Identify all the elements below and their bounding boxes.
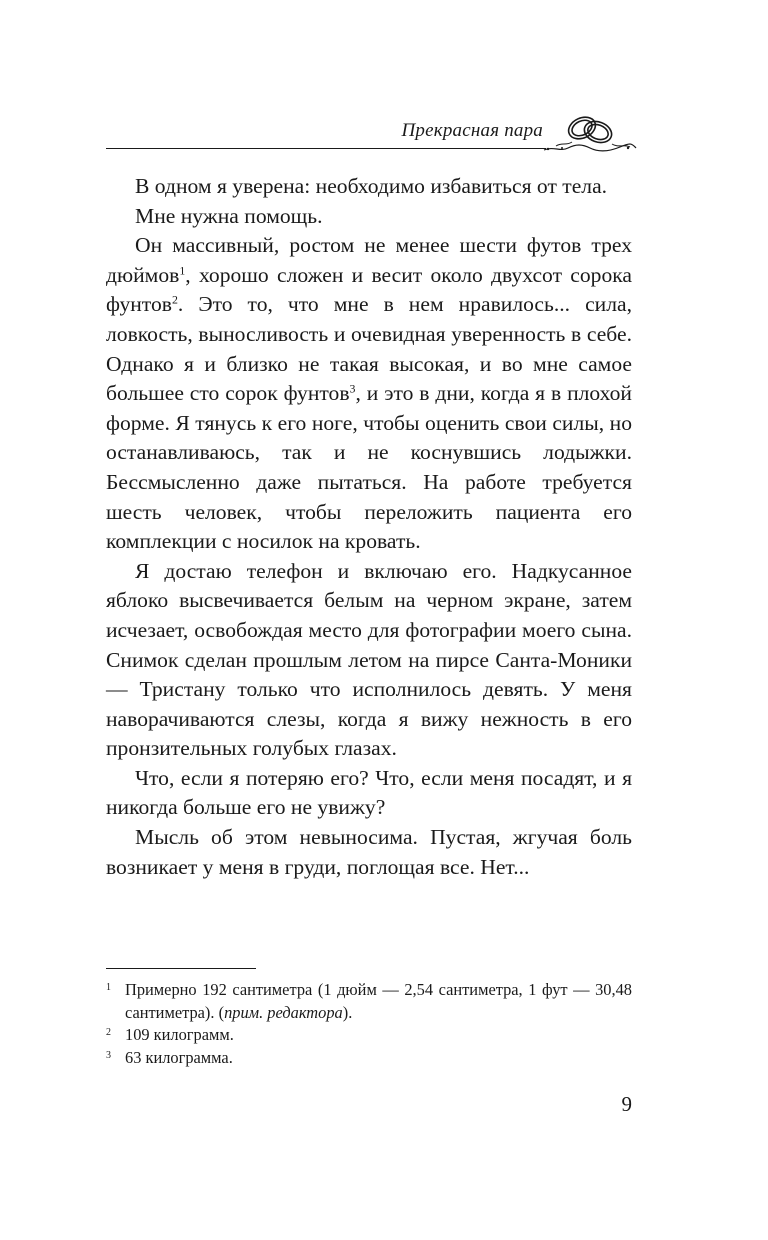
footnote-number: 2 <box>106 1027 111 1038</box>
paragraph <box>106 231 632 557</box>
page-number: 9 <box>621 1092 632 1116</box>
paragraph <box>106 823 632 882</box>
paragraph-text: Мысль об этом невыносима. Пустая, жгучая боль возникает у меня в груди, поглощая все. Нет... <box>106 825 632 879</box>
paragraph-text: Он массивный, ростом не менее шести футов трех дюймов <box>106 233 632 287</box>
footnote <box>106 1024 632 1047</box>
paragraph-text: , и это в дни, когда я в плохой форме. Я тянусь к его ноге, чтобы оценить свои силы, но останавливаюсь, так и не коснувшись лодыжки. Бессмысленно даже пытаться. На работе требуется шесть человек, чтобы переложить пациента его комплекции с носилок на кровать. <box>106 381 632 554</box>
paragraph-text: В одном я уверена: необходимо избавиться от тела. <box>135 174 608 198</box>
paragraph-text: Я достаю телефон и включаю его. Надкусанное яблоко высвечивается белым на черном экране, затем исчезает, освобождая место для фотографии моего сына. Снимок сделан прошлым летом на пирсе Санта-Моники — Тристану только что исполнилось девять. У меня наворачиваются слезы, когда я вижу нежность в его пронзительных голубых глазах. <box>106 558 632 761</box>
footnote-ref: 1 <box>179 263 186 278</box>
paragraph <box>106 557 632 764</box>
paragraph-text: Мне нужна помощь. <box>135 203 323 228</box>
header-rule <box>106 148 546 149</box>
footnote-text: 63 килограмма. <box>125 1047 233 1067</box>
paragraph <box>106 202 632 232</box>
footnote-text: 109 килограмм. <box>125 1025 234 1044</box>
footnote-ref: 3 <box>349 381 356 396</box>
paragraph-text: . Это то, что мне в нем нравилось... сила, ловкость, выносливость и очевидная уверенность в себе. Однако я и близко не такая высокая, и во мне самое большее сто сорок фунтов <box>106 292 632 406</box>
running-header <box>106 102 638 154</box>
footnote <box>106 1047 632 1070</box>
footnotes <box>106 979 632 1069</box>
footnote-text: Примерно 192 сантиметра (1 дюйм — 2,54 сантиметра, 1 фут — 30,48 сантиметра). ( <box>125 980 632 1022</box>
footnote-number: 1 <box>106 982 111 993</box>
wedding-rings-icon <box>542 106 638 154</box>
footnote-number: 3 <box>106 1049 111 1061</box>
footnote <box>106 979 632 1024</box>
paragraph <box>106 172 632 202</box>
paragraph-text: Что, если я потеряю его? Что, если меня посадят, и я никогда больше его не увижу? <box>106 765 632 820</box>
paragraph <box>106 764 632 823</box>
footnote-text-end: ). <box>342 1002 353 1022</box>
paragraph-text: , хорошо сложен и весит около двухсот сорока фунтов <box>106 262 632 317</box>
running-title: Прекрасная пара <box>401 120 543 141</box>
footnote-editor-note: прим. редактора <box>224 1002 343 1022</box>
footnote-separator <box>106 968 256 969</box>
footnote-ref: 2 <box>171 292 178 307</box>
body-text <box>106 172 632 882</box>
